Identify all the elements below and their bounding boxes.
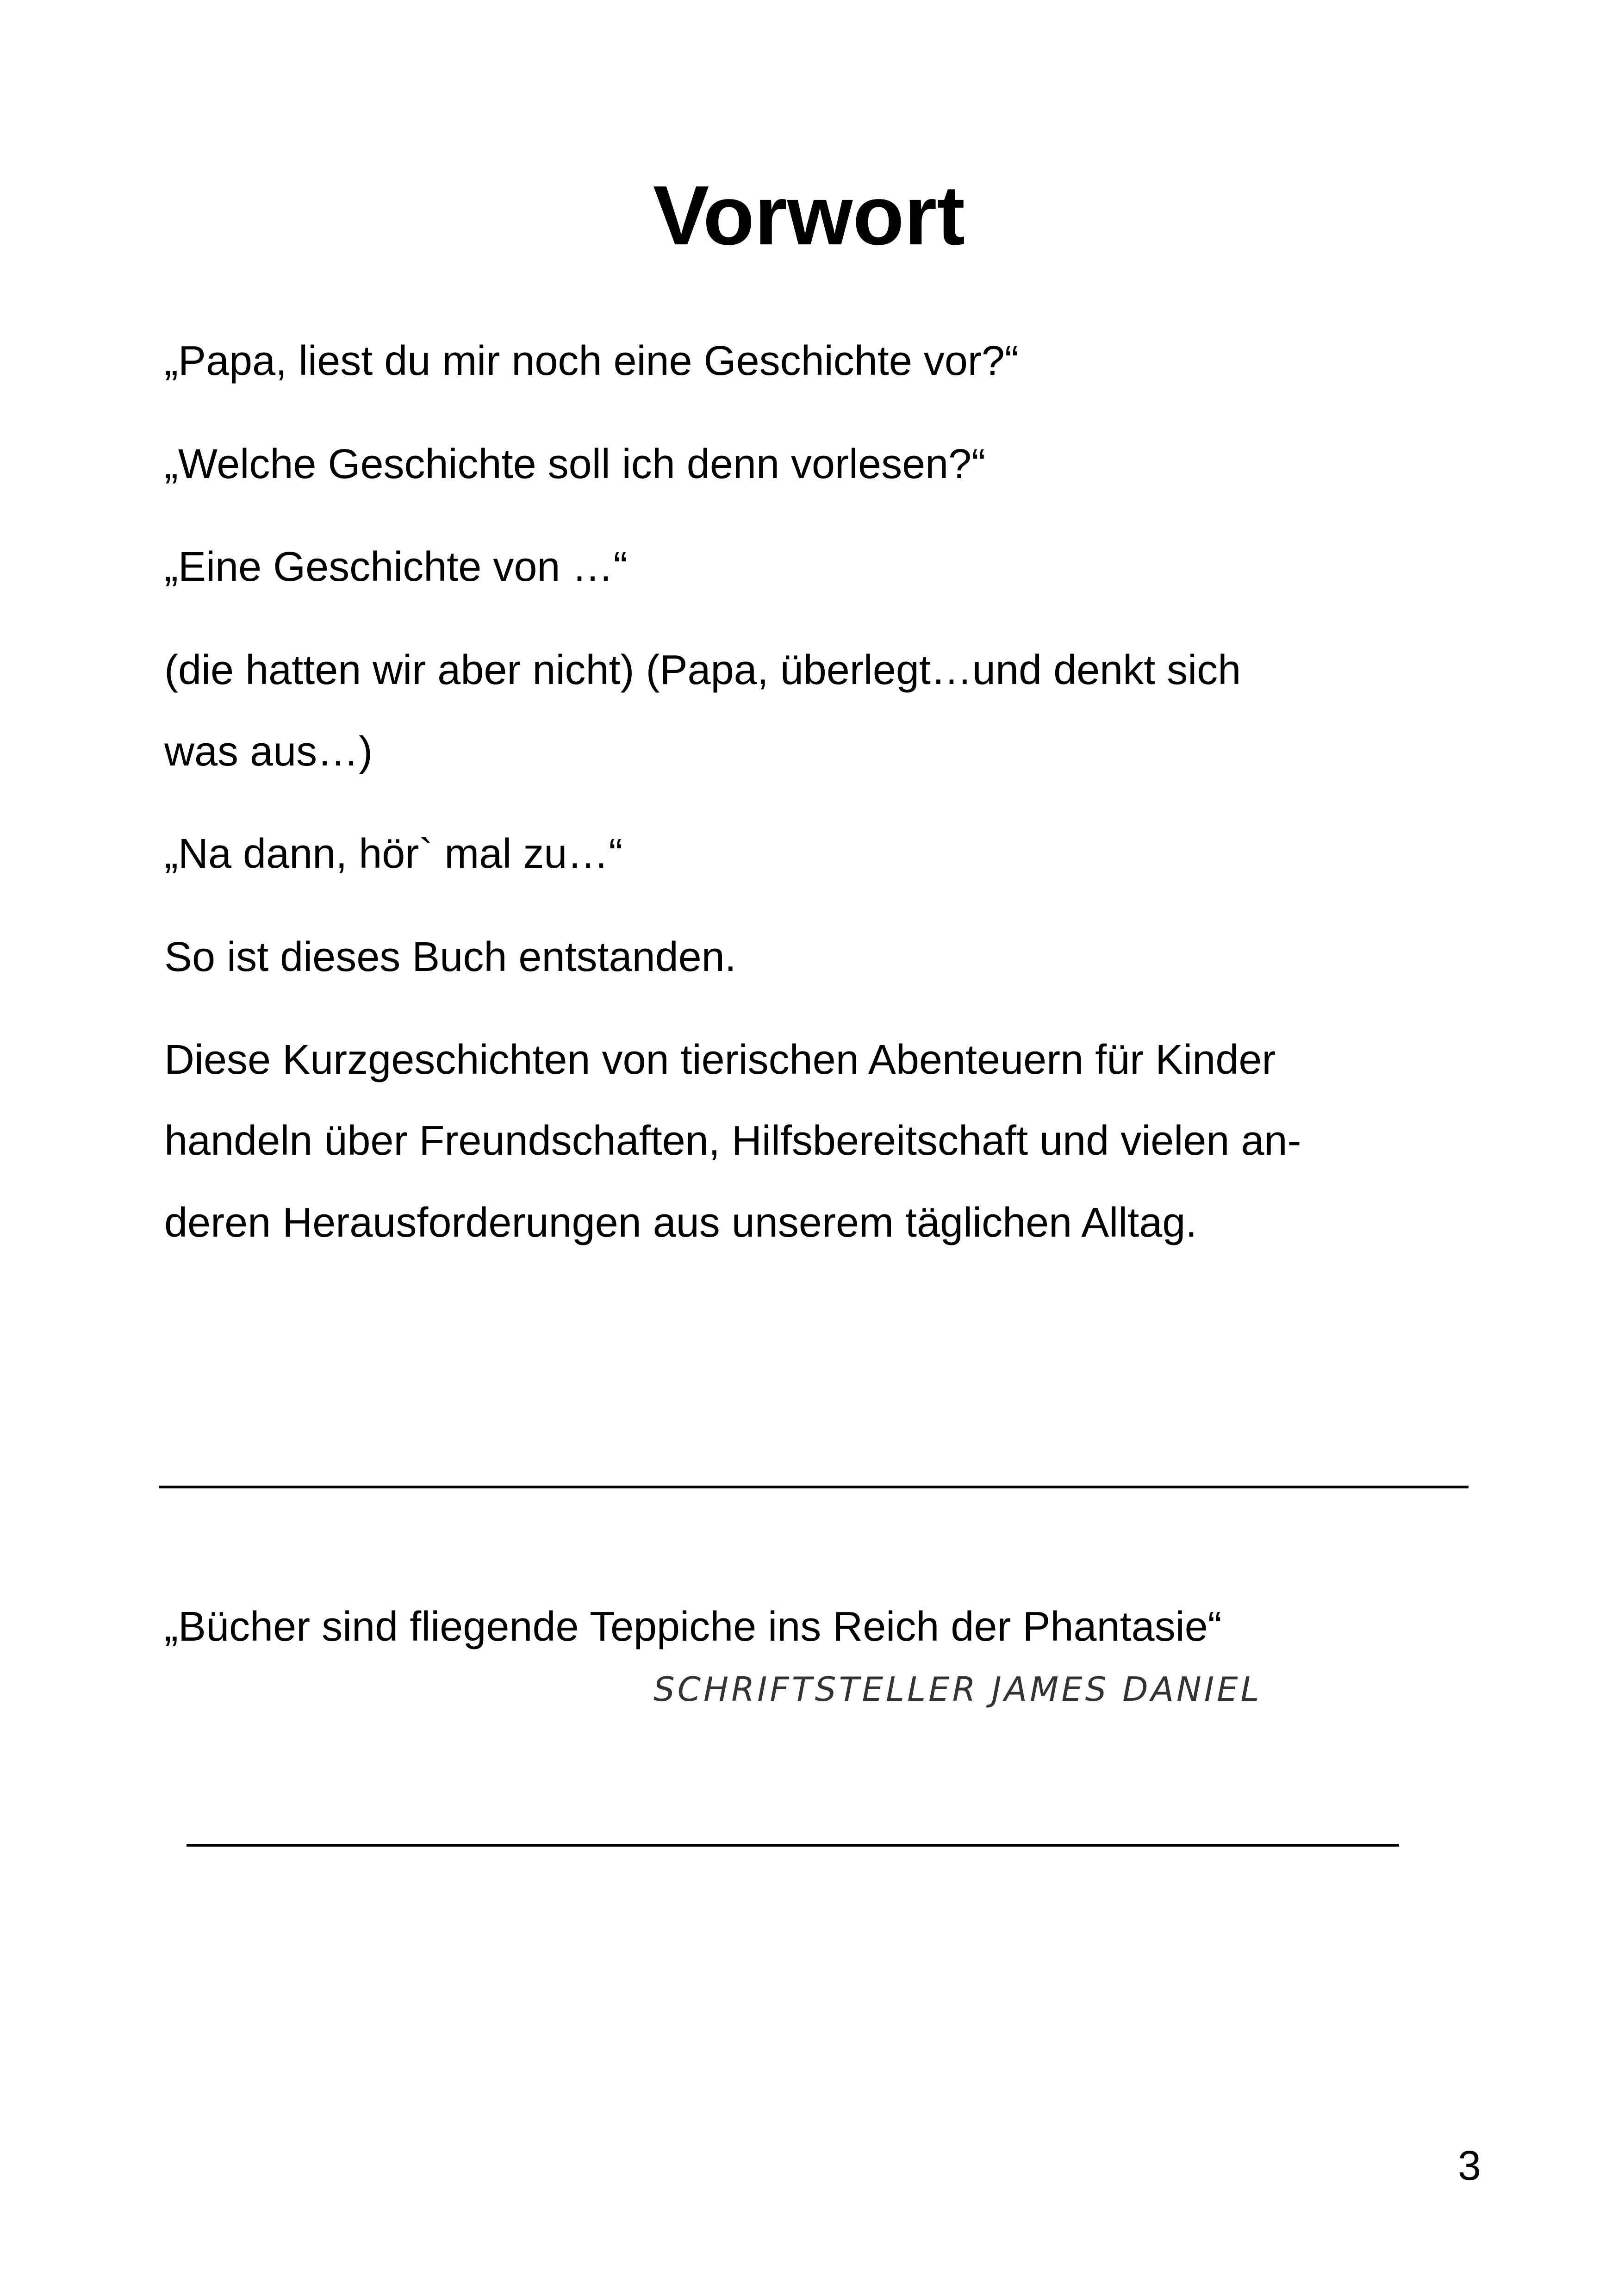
description-line: Diese Kurzgeschichten von tierischen Abenteuern für Kinder: [164, 1037, 1276, 1083]
divider-bottom: [187, 1844, 1399, 1847]
origin-line: So ist dieses Buch entstanden.: [164, 934, 736, 980]
quote-text: „Bücher sind fliegende Teppiche ins Reich der Phantasie“: [164, 1604, 1222, 1650]
divider-top: [159, 1486, 1469, 1488]
page-number: 3: [1457, 2143, 1481, 2189]
dialogue-line: „Papa, liest du mir noch eine Geschichte vor?“: [164, 338, 1019, 384]
quote-author: SCHRIFTSTELLER JAMES DANIEL: [653, 1670, 1262, 1709]
aside-line: (die hatten wir aber nicht) (Papa, überlegt…und denkt sich: [164, 647, 1241, 693]
dialogue-line: „Eine Geschichte von …“: [164, 544, 628, 590]
page-title: Vorwort: [653, 168, 965, 262]
description-line: deren Herausforderungen aus unserem täglichen Alltag.: [164, 1200, 1197, 1246]
description-line: handeln über Freundschaften, Hilfsbereitschaft und vielen an-: [164, 1118, 1301, 1164]
aside-line: was aus…): [164, 728, 373, 775]
dialogue-line: „Welche Geschichte soll ich denn vorlesen?“: [164, 441, 986, 487]
reply-line: „Na dann, hör` mal zu…“: [164, 831, 623, 877]
